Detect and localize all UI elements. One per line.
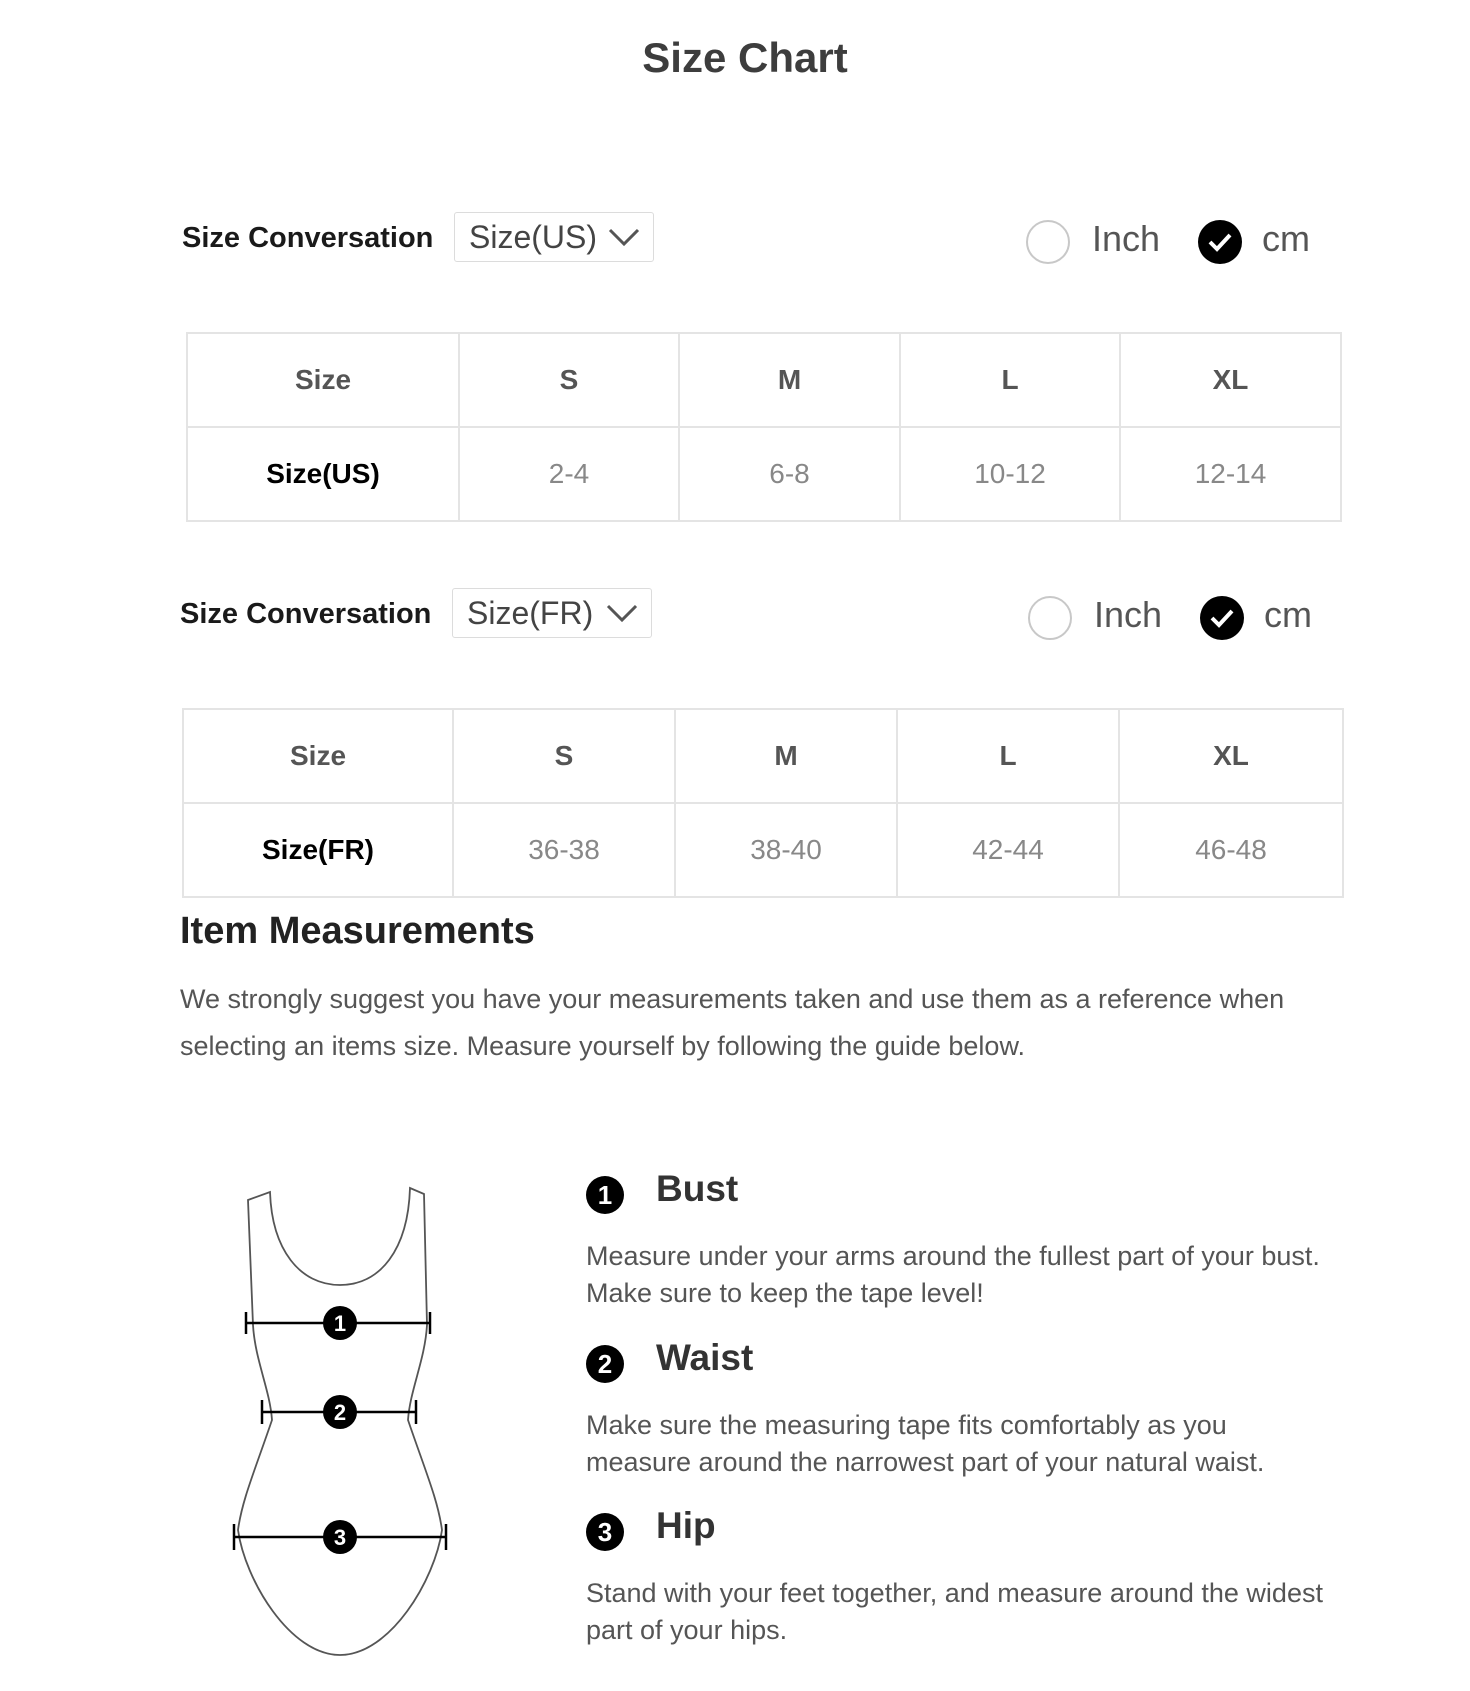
check-icon [1209, 606, 1235, 630]
guide-text: Make sure the measuring tape fits comfortably as you measure around the narrowest part of your natural waist. [586, 1410, 1265, 1477]
table-cell: 38-40 [675, 803, 897, 897]
table-row [183, 803, 1343, 897]
inch-radio[interactable] [1026, 220, 1070, 264]
svg-text:2: 2 [333, 1400, 347, 1425]
chevron-down-icon [607, 225, 641, 249]
size-table-us [186, 332, 1342, 522]
page-title: Size Chart [642, 34, 848, 81]
inch-label: Inch [1094, 594, 1163, 635]
svg-text:3: 3 [333, 1525, 347, 1550]
guide-text: Stand with your feet together, and measure around the widest part of your hips. [586, 1578, 1323, 1645]
table-header-cell: XL [1120, 333, 1341, 427]
size-system-select[interactable] [454, 212, 654, 262]
table-header-cell: M [675, 709, 897, 803]
cm-radio[interactable] [1198, 220, 1242, 264]
size-system-value: Size(US) [469, 219, 598, 255]
size-conversion-row-us [182, 200, 1316, 280]
cm-label: cm [1264, 594, 1312, 635]
table-cell: 46-48 [1119, 803, 1343, 897]
table-cell: 10-12 [900, 427, 1120, 521]
number-3-icon: 3 [586, 1513, 624, 1551]
table-header-cell: S [453, 709, 675, 803]
cm-label: cm [1262, 218, 1310, 259]
check-icon [1207, 230, 1233, 254]
size-conversion-row-fr [180, 576, 1318, 656]
size-table-fr [182, 708, 1344, 898]
unit-toggle [1028, 588, 1318, 648]
table-cell: 12-14 [1120, 427, 1341, 521]
guide-title: Waist [656, 1337, 754, 1378]
table-cell: 36-38 [453, 803, 675, 897]
table-cell: 2-4 [459, 427, 679, 521]
size-conversion-label: Size Conversation [180, 598, 432, 630]
guide-title: Bust [656, 1168, 739, 1209]
guide-title: Hip [656, 1505, 716, 1546]
table-header-cell: S [459, 333, 679, 427]
guide-text: Measure under your arms around the fullest part of your bust. Make sure to keep the tape level! [586, 1241, 1320, 1308]
unit-toggle [1026, 212, 1316, 272]
item-measurements-title: Item Measurements [180, 910, 535, 952]
table-cell: 42-44 [897, 803, 1119, 897]
table-header-cell: L [900, 333, 1120, 427]
table-header-cell: XL [1119, 709, 1343, 803]
table-cell: 6-8 [679, 427, 900, 521]
table-header-cell: Size [183, 709, 453, 803]
chevron-down-icon [605, 601, 639, 625]
item-measurements-intro: We strongly suggest you have your measurements taken and use them as a reference when selecting an items size. Measure yourself by following the guide below. [180, 984, 1285, 1061]
table-row [187, 427, 1341, 521]
svg-text:1: 1 [333, 1311, 347, 1336]
number-2-icon: 2 [586, 1345, 624, 1383]
table-header-cell: L [897, 709, 1119, 803]
table-row [183, 709, 1343, 803]
cm-radio[interactable] [1200, 596, 1244, 640]
inch-label: Inch [1092, 218, 1161, 259]
table-header-cell: Size [187, 333, 459, 427]
size-conversion-label: Size Conversation [182, 222, 434, 254]
table-header-cell: M [679, 333, 900, 427]
size-system-value: Size(FR) [467, 595, 594, 631]
inch-radio[interactable] [1028, 596, 1072, 640]
size-system-select[interactable] [452, 588, 652, 638]
swimsuit-outline-icon [220, 1180, 460, 1660]
number-1-icon: 1 [586, 1176, 624, 1214]
table-row [187, 333, 1341, 427]
table-row-label: Size(US) [187, 427, 459, 521]
table-row-label: Size(FR) [183, 803, 453, 897]
